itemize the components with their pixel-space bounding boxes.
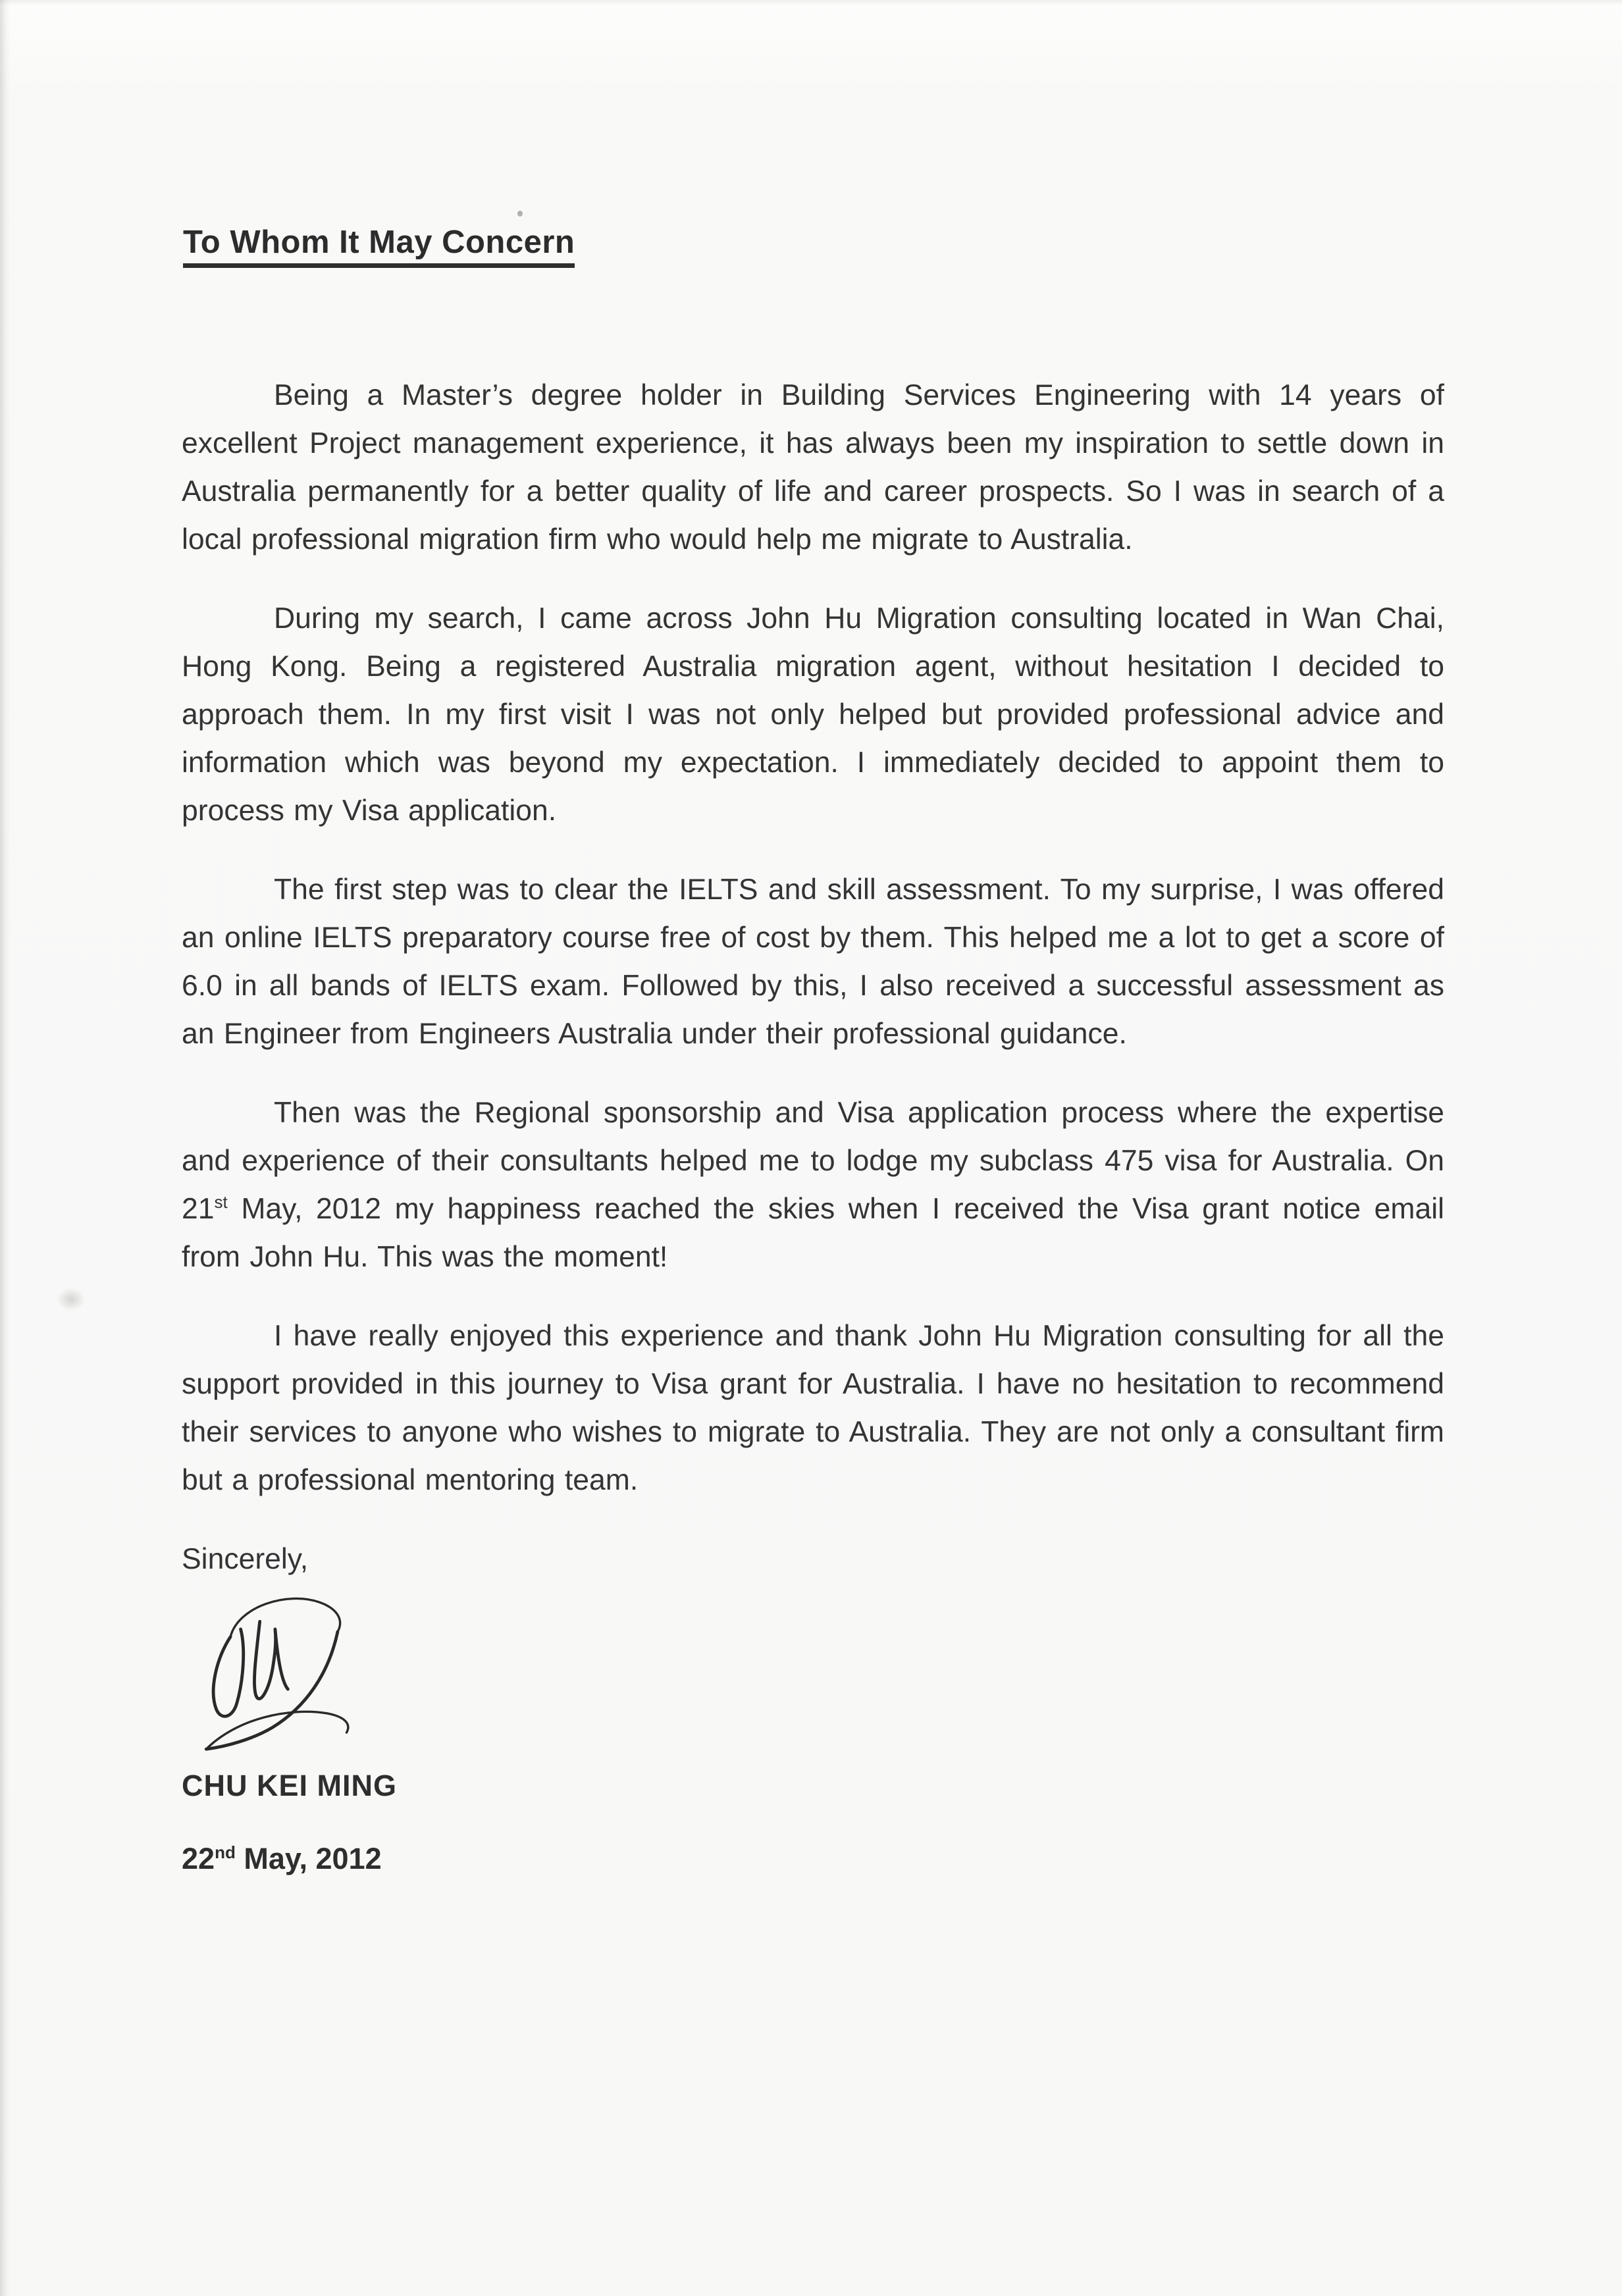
paragraph-4-text-before: Then was the Regional sponsorship and Visa application process where the expertise and experience of their consultants helped me to lodge my subclass 475 visa for Australia. On 21 [182, 1097, 1444, 1225]
ordinal-superscript-22nd: nd [215, 1842, 236, 1862]
letter-heading-text: To Whom It May Concern [183, 224, 575, 268]
letter-content [182, 0, 1444, 1877]
paragraph-4 [182, 1089, 1444, 1281]
paragraph-4-text-after: May, 2012 my happiness reached the skies when I received the Visa grant notice email from John Hu. This was the moment! [182, 1193, 1444, 1273]
date-rest: May, 2012 [235, 1842, 382, 1875]
paragraph-5: I have really enjoyed this experience and thank John Hu Migration consulting for all the support provided in this journey to Visa grant for Australia. I have no hesitation to recommend their services to anyone who wishes to migrate to Australia. They are not only a consultant firm but a professional mentoring team. [182, 1320, 1444, 1496]
date-day: 22 [182, 1842, 215, 1875]
signer-name: CHU KEI MING [182, 1769, 397, 1802]
letter-date [182, 1840, 1444, 1877]
paragraph-2: During my search, I came across John Hu Migration consulting located in Wan Chai, Hong Kong. Being a registered Australia migration agent, without hesitation I decided to approach them. In my first visit I was not only helped but provided professional advice and information which was beyond my expectation. I immediately decided to appoint them to process my Visa application. [182, 602, 1444, 827]
paragraph-1: Being a Master’s degree holder in Building Services Engineering with 14 years of excellent Project management experience, it has always been my inspiration to settle down in Australia permanently for a better quality of life and career prospects. So I was in search of a local professional migration firm who would help me migrate to Australia. [182, 379, 1444, 556]
scan-smudge [57, 1288, 86, 1311]
paragraph-3: The first step was to clear the IELTS and skill assessment. To my surprise, I was offered an online IELTS preparatory course free of cost by them. This helped me a lot to get a score of 6.0 in all bands of IELTS exam. Followed by this, I also received a successful assessment as an Engineer from Engineers Australia under their professional guidance. [182, 874, 1444, 1050]
signature-image [186, 1587, 403, 1753]
scan-edge-shadow-left [0, 0, 11, 2296]
letter-heading [183, 224, 1444, 261]
closing-salutation: Sincerely, [182, 1543, 309, 1575]
ordinal-superscript-21st: st [214, 1192, 228, 1213]
signature [186, 1587, 1444, 1753]
